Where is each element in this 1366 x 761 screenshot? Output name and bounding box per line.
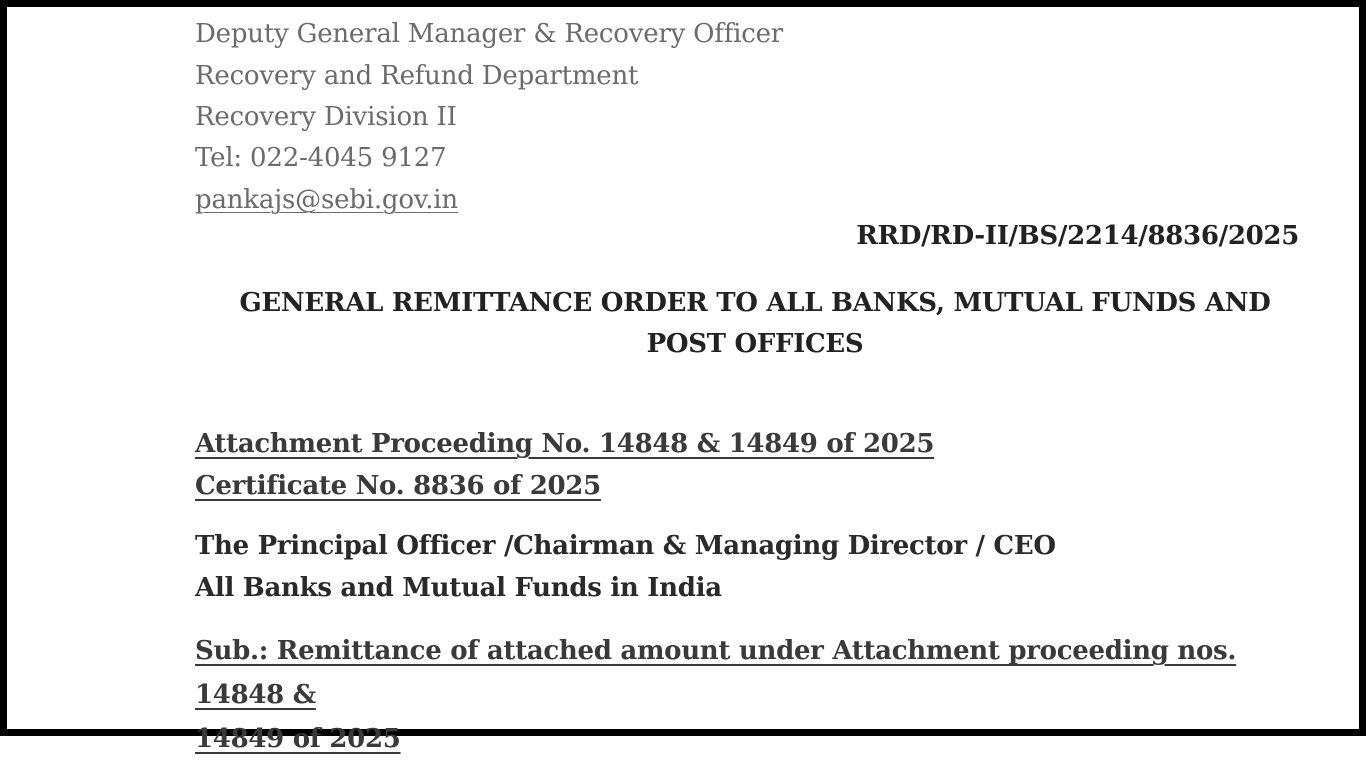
attachment-proceeding-heading: Attachment Proceeding No. 14848 & 14849 of 2025 — [195, 429, 935, 459]
order-title-line-2: POST OFFICES — [646, 329, 864, 359]
sender-phone: Tel: 022-4045 9127 — [195, 143, 447, 173]
subject-line-2: 14849 of 2025 — [195, 724, 401, 754]
sender-designation: Deputy General Manager & Recovery Officer — [195, 19, 784, 49]
sender-division: Recovery Division II — [195, 102, 457, 132]
addressee-line-1: The Principal Officer /Chairman & Managing Director / CEO — [195, 531, 1056, 561]
subject-line-1: Sub.: Remittance of attached amount under Attachment proceeding nos. 14848 & — [195, 636, 1237, 710]
certificate-heading: Certificate No. 8836 of 2025 — [195, 471, 601, 501]
subject-line — [195, 629, 1295, 761]
sender-email-link[interactable]: pankajs@sebi.gov.in — [195, 185, 458, 215]
order-title — [207, 283, 1303, 365]
order-title-line-1: GENERAL REMITTANCE ORDER TO ALL BANKS, MUTUAL FUNDS AND — [239, 288, 1271, 318]
addressee-line-2: All Banks and Mutual Funds in India — [195, 573, 722, 603]
reference-number: RRD/RD-II/BS/2214/8836/2025 — [856, 221, 1299, 251]
sender-department: Recovery and Refund Department — [195, 61, 639, 91]
